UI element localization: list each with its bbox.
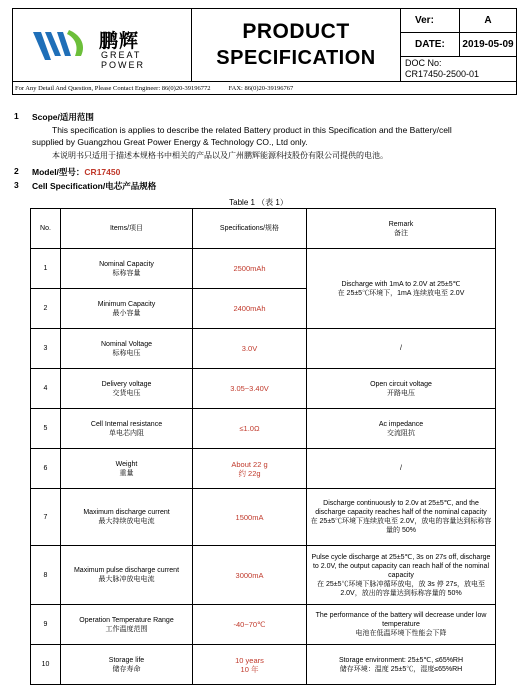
brand-name-en-1: GREAT bbox=[101, 50, 142, 60]
ver-value: A bbox=[460, 9, 517, 33]
row-item: Nominal Capacity 标称容量 bbox=[61, 249, 193, 289]
table-row bbox=[31, 546, 496, 605]
scope-text-en-a: This specification is applies to describe the related Battery product in this Specification and the Battery/cell bbox=[52, 125, 452, 135]
row-no: 7 bbox=[31, 489, 61, 546]
contact-line bbox=[12, 82, 517, 95]
row-remark: Ac impedance 交流阻抗 bbox=[307, 409, 496, 449]
doc-number-value: CR17450-2500-01 bbox=[405, 69, 480, 79]
row-no: 10 bbox=[31, 645, 61, 685]
row-no: 6 bbox=[31, 449, 61, 489]
row-spec: 1500mA bbox=[193, 489, 307, 546]
row-no: 2 bbox=[31, 289, 61, 329]
row-item: Operation Temperature Range 工作温度范围 bbox=[61, 605, 193, 645]
document-header bbox=[12, 8, 517, 82]
table-header-row bbox=[31, 209, 496, 249]
table-caption: Table 1 （表 1） bbox=[229, 198, 288, 207]
section-1-number: 1 bbox=[14, 111, 19, 121]
doc-number-label: DOC No: bbox=[405, 58, 442, 68]
header-items: Items/项目 bbox=[61, 209, 193, 249]
row-item: Maximum discharge current 最大持续放电电流 bbox=[61, 489, 193, 546]
row-item: Minimum Capacity 最小容量 bbox=[61, 289, 193, 329]
contact-fax: FAX: 86(0)20-39196767 bbox=[228, 85, 294, 92]
doc-number bbox=[401, 57, 517, 82]
row-spec: 2400mAh bbox=[193, 289, 307, 329]
table-row bbox=[31, 369, 496, 409]
logo-cell bbox=[13, 9, 192, 82]
contact-engineer: For Any Detail And Question, Please Contact Engineer: 86(0)20-39196772 bbox=[15, 85, 211, 92]
row-spec: 10 years 10 年 bbox=[193, 645, 307, 685]
company-logo-icon bbox=[31, 26, 91, 66]
row-spec: 3000mA bbox=[193, 546, 307, 605]
row-item: Weight 重量 bbox=[61, 449, 193, 489]
table-row bbox=[31, 329, 496, 369]
row-no: 5 bbox=[31, 409, 61, 449]
row-spec: ≤1.0Ω bbox=[193, 409, 307, 449]
row-spec: About 22 g 约 22g bbox=[193, 449, 307, 489]
section-2-title: Model/型号： bbox=[32, 167, 85, 177]
table-row bbox=[31, 449, 496, 489]
model-value: CR17450 bbox=[84, 167, 121, 177]
row-remark: Discharge with 1mA to 2.0V at 25±5℃ 在 25±5℃环境下，1mA 连续放电至 2.0V bbox=[307, 249, 496, 329]
row-remark: / bbox=[307, 449, 496, 489]
header-specifications: Specifications/规格 bbox=[193, 209, 307, 249]
table-row bbox=[31, 645, 496, 685]
date-value: 2019-05-09 bbox=[460, 33, 517, 57]
section-3-title: Cell Specification/电芯产品规格 bbox=[32, 181, 157, 191]
row-no: 9 bbox=[31, 605, 61, 645]
section-3-number: 3 bbox=[14, 180, 19, 190]
cell-spec-table bbox=[30, 208, 496, 685]
ver-label: Ver: bbox=[401, 9, 460, 33]
header-remark bbox=[307, 209, 496, 249]
row-no: 1 bbox=[31, 249, 61, 289]
row-remark: Discharge continuously to 2.0v at 25±5℃, and the discharge capacity reaches half of the nominal capacity 在 25±5℃环境下连续放电至 2.0V，放电的容量达到标称容量的 50% bbox=[307, 489, 496, 546]
table-row bbox=[31, 409, 496, 449]
header-remark-cn: 备注 bbox=[394, 229, 408, 237]
row-item: Delivery voltage 交货电压 bbox=[61, 369, 193, 409]
title-line-2: SPECIFICATION bbox=[216, 47, 376, 69]
brand-name-cn: 鹏辉 bbox=[99, 31, 140, 52]
row-remark: Storage environment: 25±5℃, ≤65%RH 储存环境：温度 25±5℃，湿度≤65%RH bbox=[307, 645, 496, 685]
table-row bbox=[31, 249, 496, 289]
header-remark-en: Remark bbox=[388, 220, 414, 228]
row-spec: 3.05~3.40V bbox=[193, 369, 307, 409]
table-row bbox=[31, 489, 496, 546]
row-no: 3 bbox=[31, 329, 61, 369]
row-item: Cell Internal resistance 单电芯内阻 bbox=[61, 409, 193, 449]
row-spec: -40~70℃ bbox=[193, 605, 307, 645]
row-no: 4 bbox=[31, 369, 61, 409]
row-no: 8 bbox=[31, 546, 61, 605]
row-item: Maximum pulse discharge current 最大脉冲放电电流 bbox=[61, 546, 193, 605]
row-spec: 2500mAh bbox=[193, 249, 307, 289]
section-1-title: Scope/适用范围 bbox=[32, 112, 94, 122]
row-item: Nominal Voltage 标称电压 bbox=[61, 329, 193, 369]
row-remark: The performance of the battery will decrease under low temperature 电池在低温环境下性能会下降 bbox=[307, 605, 496, 645]
brand-name-en-2: POWER bbox=[101, 60, 146, 70]
row-spec: 3.0V bbox=[193, 329, 307, 369]
header-no: No. bbox=[31, 209, 61, 249]
date-label: DATE: bbox=[401, 33, 460, 57]
row-remark: Open circuit voltage 开路电压 bbox=[307, 369, 496, 409]
scope-text-en-b: supplied by Guangzhou Great Power Energy & Technology CO., Ltd only. bbox=[32, 137, 308, 147]
section-2-number: 2 bbox=[14, 166, 19, 176]
scope-text-cn: 本说明书只适用于描述本规格书中相关的产品以及广州鹏辉能源科技股份有限公司提供的电池。 bbox=[52, 151, 388, 160]
row-remark: Pulse cycle discharge at 25±5℃, 3s on 27s off, discharge to 2.0V, the output capacity can reach half of the nominal capacity 在 25±5℃环境下脉冲循环放电，放 3s 停 27s，放电至 2.0V，放出的容量达到标称容量的 50% bbox=[307, 546, 496, 605]
row-item: Storage life 储存寿命 bbox=[61, 645, 193, 685]
table-row bbox=[31, 605, 496, 645]
row-remark: / bbox=[307, 329, 496, 369]
document-title bbox=[192, 9, 401, 82]
title-line-1: PRODUCT bbox=[242, 20, 350, 43]
